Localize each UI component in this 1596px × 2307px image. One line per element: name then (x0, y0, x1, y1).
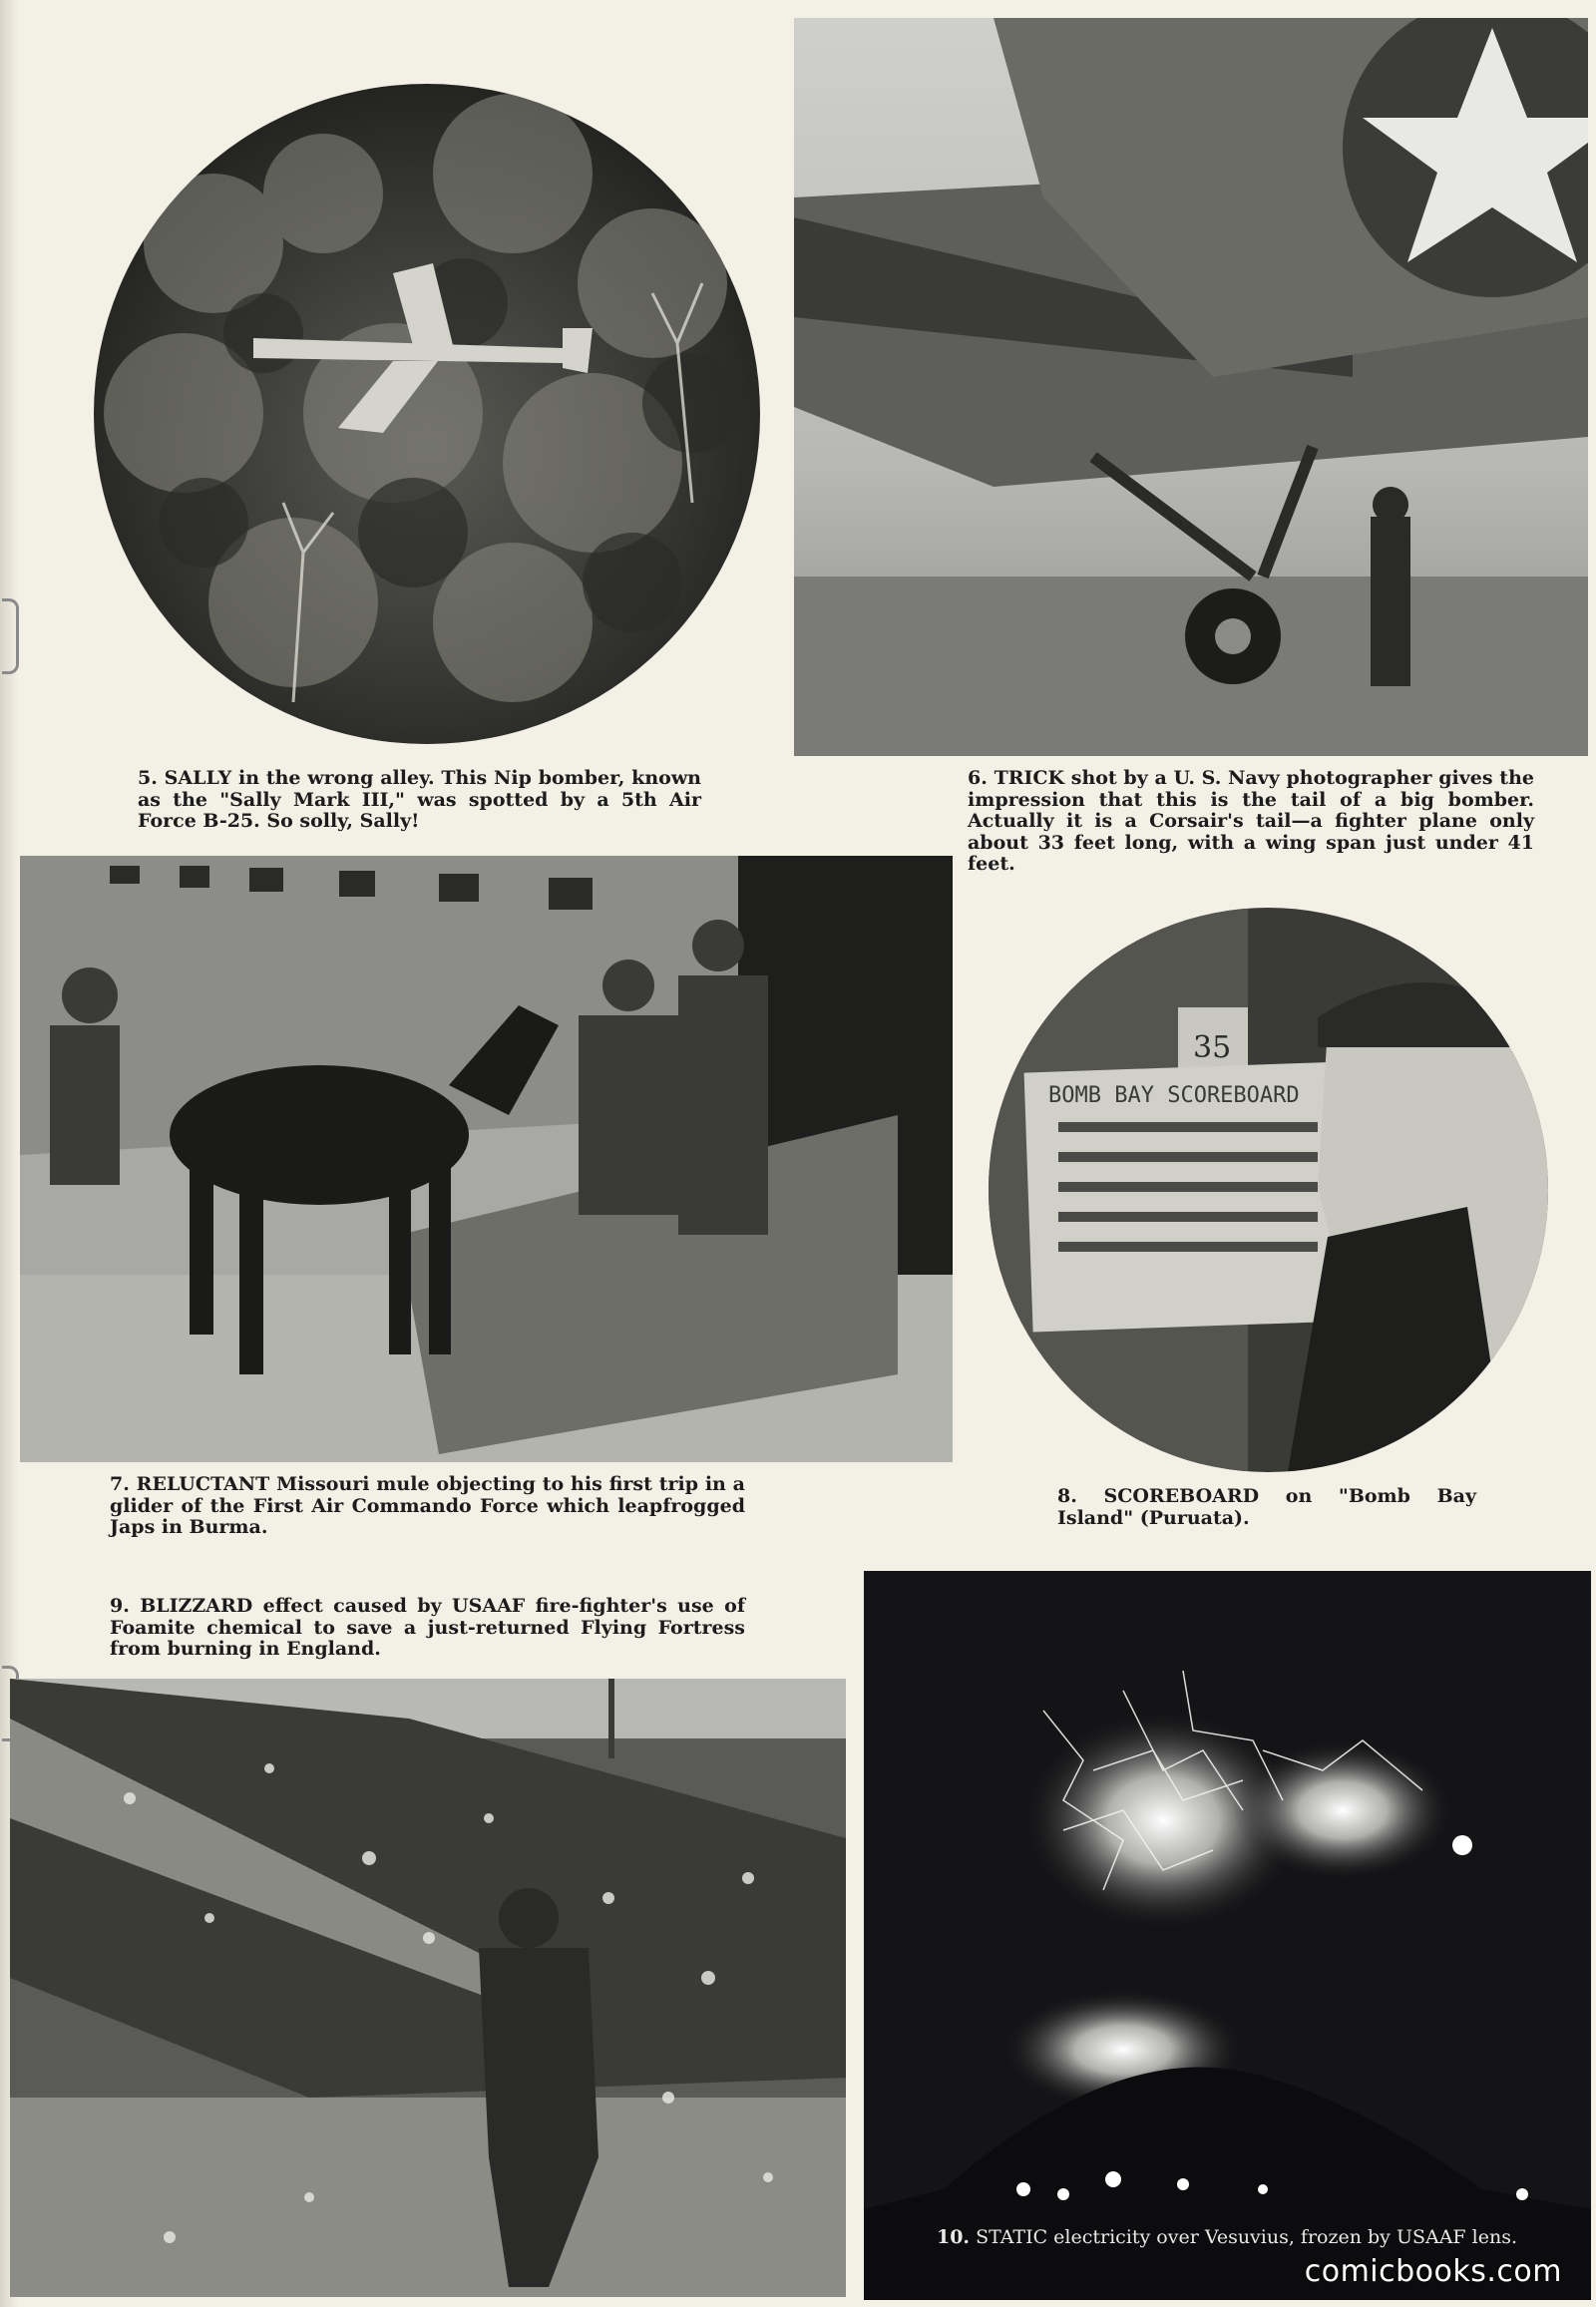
caption-text: BLIZZARD effect caused by USAAF fire-fighter's use of Foamite chemical to save a just-returned Flying Fortress from burning in England. (110, 1595, 745, 1660)
scoreboard-heading: BOMB BAY SCOREBOARD (1048, 1083, 1300, 1108)
photo-mule-glider (20, 856, 953, 1462)
photo-blizzard-foam (10, 1679, 846, 2297)
caption-number: 6. (968, 767, 988, 789)
site-watermark: comicbooks.com (1304, 2254, 1562, 2289)
caption-number: 5. (138, 767, 158, 789)
caption-text: STATIC electricity over Vesuvius, frozen by USAAF lens. (976, 2226, 1517, 2248)
caption-7 (110, 1474, 745, 1539)
caption-number: 7. (110, 1473, 130, 1495)
photo-sally-bomber (94, 84, 760, 744)
photo-vesuvius-static (864, 1571, 1591, 2300)
caption-number: 9. (110, 1595, 130, 1617)
caption-text: SCOREBOARD on "Bomb Bay Island" (Puruata). (1057, 1485, 1476, 1529)
caption-text: TRICK shot by a U. S. Navy photographer gives the impression that this is the tail of a big bomber. Actually it is a Corsair's tail—a fighter plane only about 33 feet long, with a wing span just under 41 feet. (968, 767, 1534, 875)
photo-corsair-tail (794, 18, 1588, 756)
caption-text: SALLY in the wrong alley. This Nip bomber, known as the "Sally Mark III," was spotted by a 5th Air Force B-25. So solly, Sally! (138, 767, 701, 832)
caption-5 (138, 768, 701, 833)
binder-ring (2, 598, 19, 674)
scoreboard-number: 35 (1193, 1030, 1232, 1065)
photo-scoreboard (989, 908, 1548, 1472)
caption-8 (1057, 1486, 1476, 1529)
caption-number: 8. (1057, 1485, 1077, 1507)
caption-9 (110, 1596, 745, 1661)
caption-6 (968, 768, 1534, 876)
caption-text: RELUCTANT Missouri mule objecting to his first trip in a glider of the First Air Commando Force which leapfrogged Japs in Burma. (110, 1473, 745, 1538)
caption-number: 10. (936, 2226, 971, 2248)
caption-10 (893, 2227, 1561, 2249)
